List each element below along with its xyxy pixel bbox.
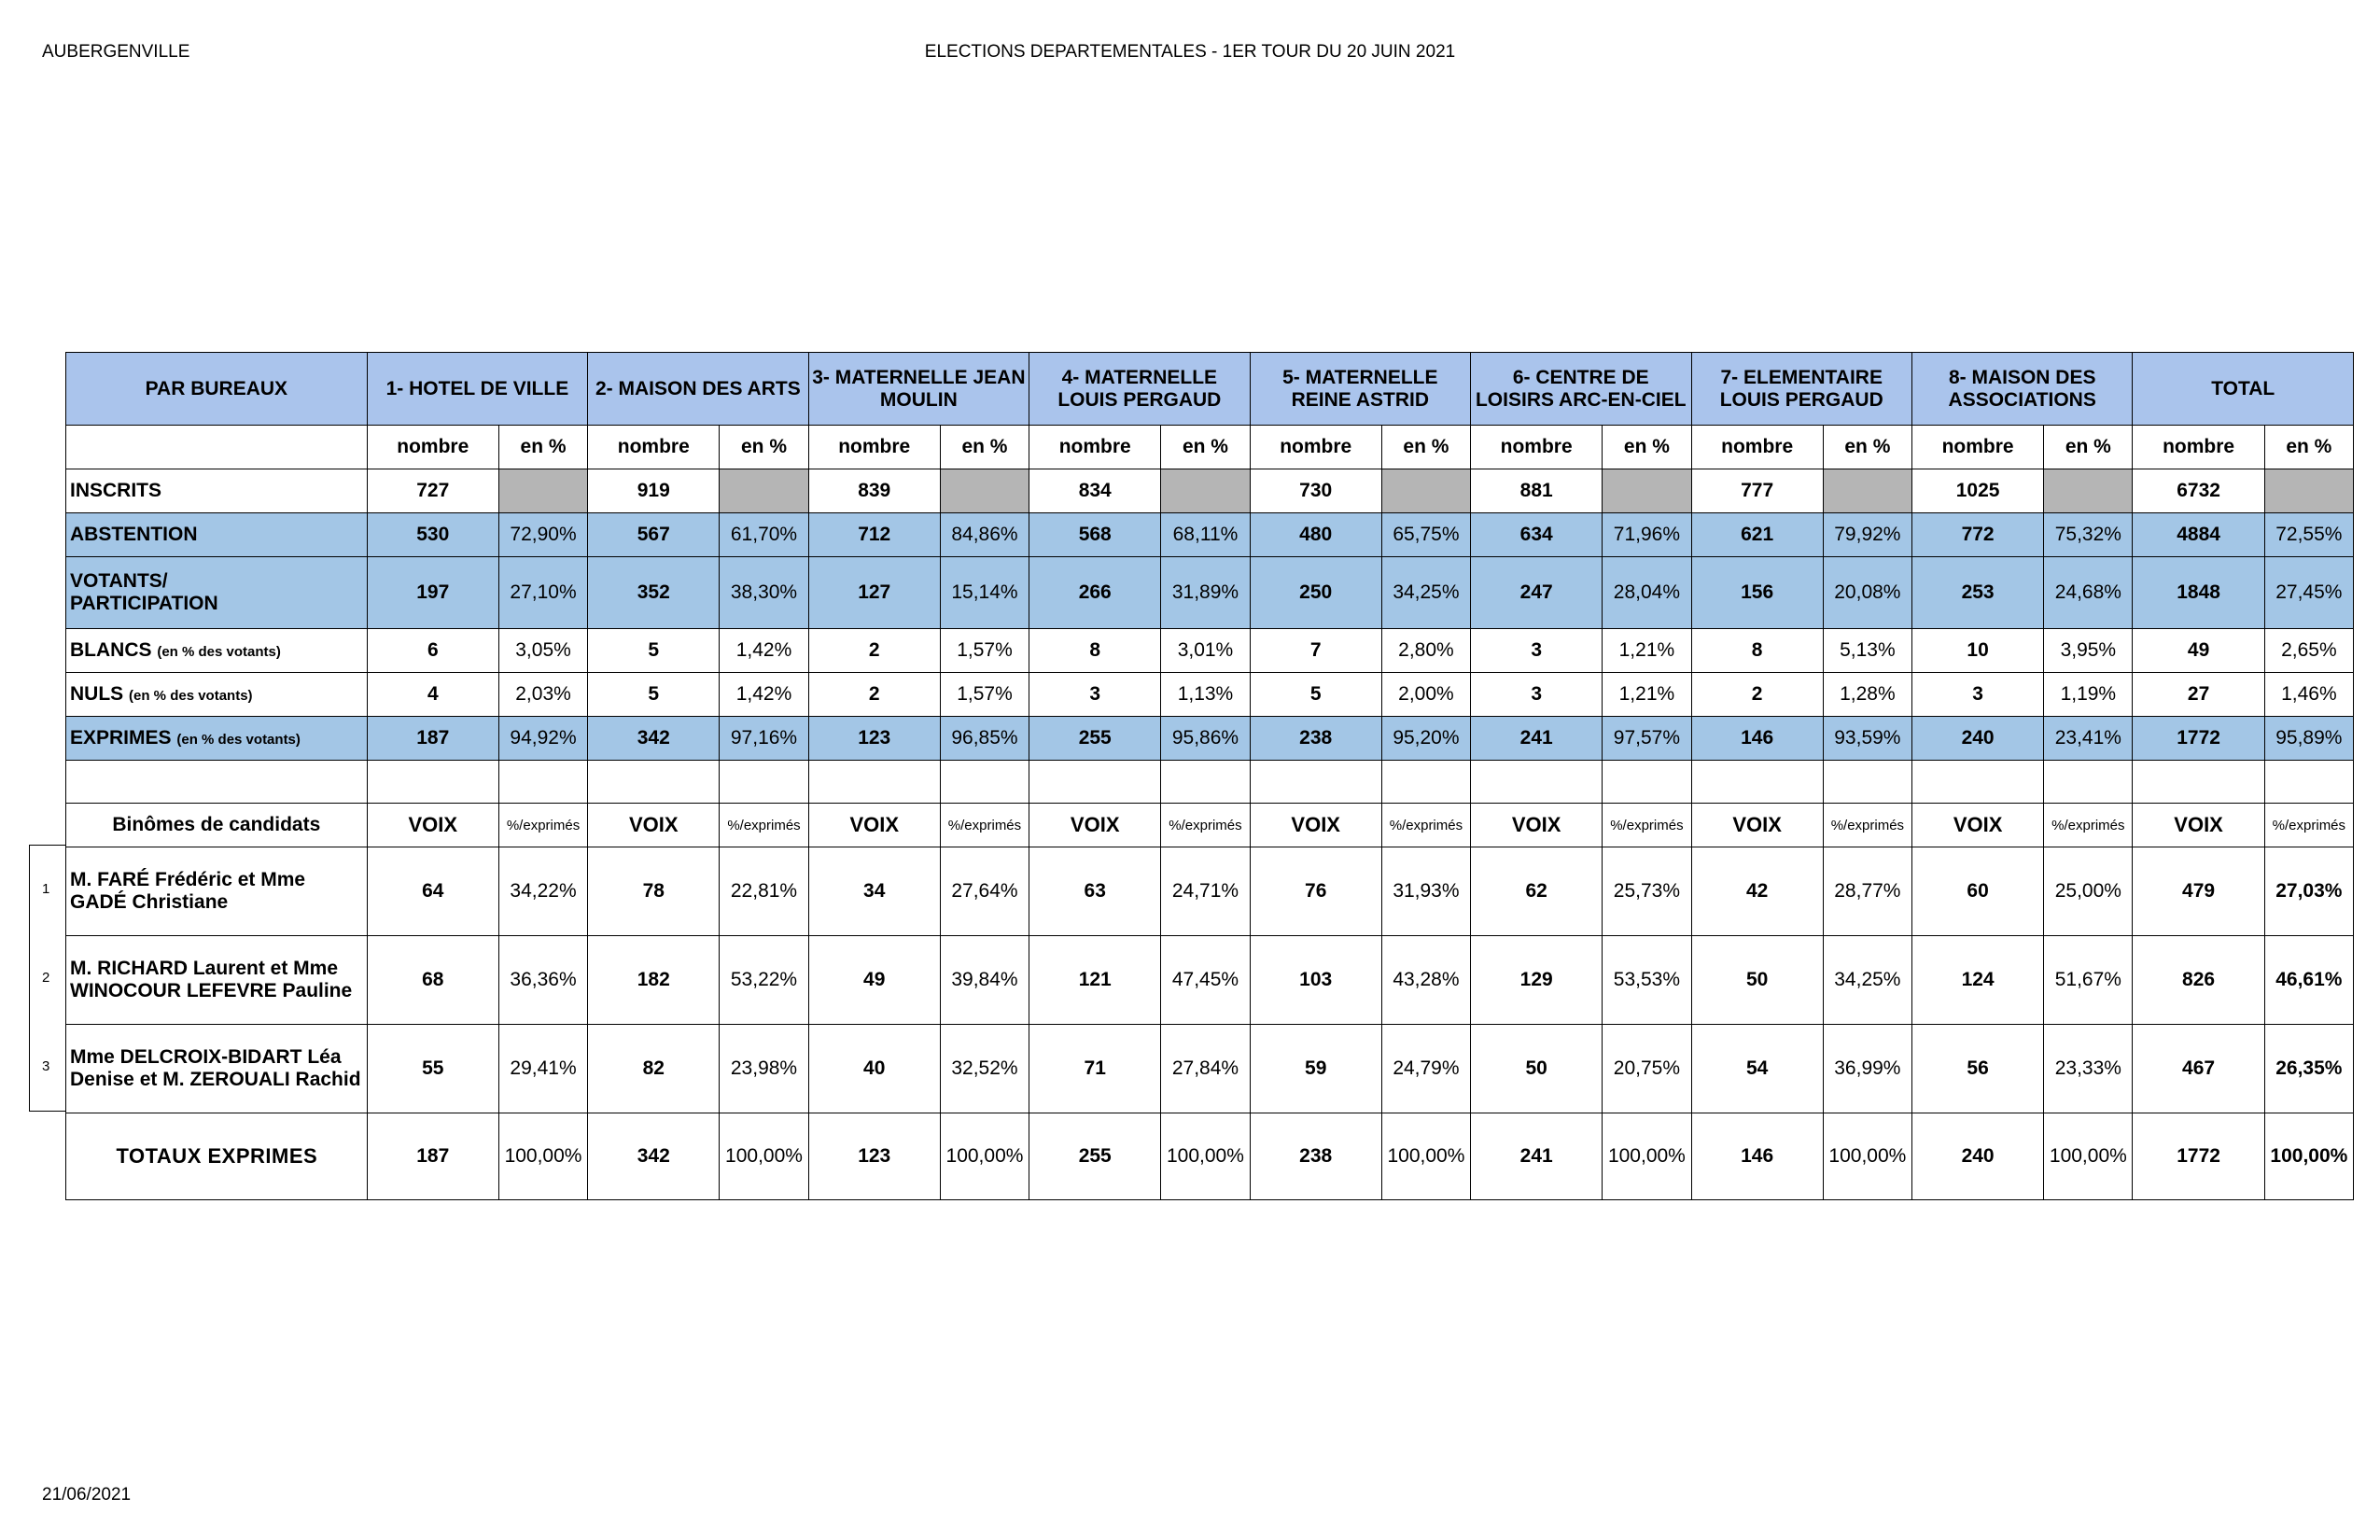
pct-cell: 72,55% (2264, 513, 2353, 557)
count-cell: 3 (1471, 629, 1603, 673)
count-cell: 197 (367, 557, 498, 629)
voix-cell: 64 (367, 847, 498, 936)
row-label: INSCRITS (66, 469, 368, 513)
pct-cell: 27,10% (498, 557, 587, 629)
count-cell: 839 (808, 469, 940, 513)
voix-cell: 55 (367, 1025, 498, 1113)
empty-cell (2133, 761, 2264, 804)
voix-cell: 479 (2133, 847, 2264, 936)
pct-cell: 1,28% (1823, 673, 1911, 717)
pct-header: en % (2044, 426, 2133, 469)
count-cell: 2 (808, 673, 940, 717)
corner-label: PAR BUREAUX (66, 353, 368, 426)
pct-cell: 100,00% (1161, 1113, 1250, 1200)
empty-cell (367, 761, 498, 804)
pct-header: en % (1381, 426, 1470, 469)
pct-cell: 61,70% (720, 513, 808, 557)
count-cell: 4 (367, 673, 498, 717)
totals-label: TOTAUX EXPRIMES (66, 1113, 368, 1200)
voix-cell: 238 (1250, 1113, 1381, 1200)
pct-cell: 24,79% (1381, 1025, 1470, 1113)
count-header: nombre (1471, 426, 1603, 469)
voix-cell: 1772 (2133, 1113, 2264, 1200)
pct-cell: 31,89% (1161, 557, 1250, 629)
voix-cell: 342 (588, 1113, 720, 1200)
empty-cell (808, 761, 940, 804)
row-exprimes (66, 717, 2354, 761)
pct-header: en % (1603, 426, 1691, 469)
pct-cell: 46,61% (2264, 936, 2353, 1025)
count-cell: 730 (1250, 469, 1381, 513)
count-cell: 5 (1250, 673, 1381, 717)
pct-header: en % (1823, 426, 1911, 469)
voix-header: VOIX (367, 804, 498, 847)
bureau-header: 2- MAISON DES ARTS (588, 353, 808, 426)
pct-cell: 53,53% (1603, 936, 1691, 1025)
pct-cell: 1,21% (1603, 629, 1691, 673)
gray-cell (940, 469, 1029, 513)
count-cell: 3 (1911, 673, 2043, 717)
candidate-name: M. FARÉ Frédéric et Mme GADÉ Christiane (66, 847, 368, 936)
empty-cell (1029, 761, 1161, 804)
voix-cell: 62 (1471, 847, 1603, 936)
count-cell: 240 (1911, 717, 2043, 761)
pct-cell: 20,75% (1603, 1025, 1691, 1113)
voix-header: VOIX (808, 804, 940, 847)
empty-cell (66, 761, 368, 804)
row-label-line: VOTANTS/ (70, 570, 168, 592)
pct-cell: 2,03% (498, 673, 587, 717)
row-label-text: NULS (70, 683, 124, 705)
pct-cell: 53,22% (720, 936, 808, 1025)
empty-cell (498, 761, 587, 804)
voix-cell: 129 (1471, 936, 1603, 1025)
empty-cell (66, 426, 368, 469)
voix-cell: 68 (367, 936, 498, 1025)
pct-cell: 95,86% (1161, 717, 1250, 761)
pct-cell: 47,45% (1161, 936, 1250, 1025)
empty-cell (1471, 761, 1603, 804)
count-header: nombre (1250, 426, 1381, 469)
count-cell: 5 (588, 629, 720, 673)
pct-cell: 43,28% (1381, 936, 1470, 1025)
count-cell: 8 (1029, 629, 1161, 673)
bureau-header-row (66, 353, 2354, 426)
gray-cell (1823, 469, 1911, 513)
count-header: nombre (808, 426, 940, 469)
voix-cell: 76 (1250, 847, 1381, 936)
voix-cell: 63 (1029, 847, 1161, 936)
pct-cell: 5,13% (1823, 629, 1911, 673)
candidate-name: Mme DELCROIX-BIDART Léa Denise et M. ZEROUALI Rachid (66, 1025, 368, 1113)
pct-exprimes-header: %/exprimés (1603, 804, 1691, 847)
voix-cell: 78 (588, 847, 720, 936)
pct-cell: 28,77% (1823, 847, 1911, 936)
pct-cell: 26,35% (2264, 1025, 2353, 1113)
row-nuls (66, 673, 2354, 717)
pct-cell: 23,41% (2044, 717, 2133, 761)
pct-cell: 100,00% (1823, 1113, 1911, 1200)
voix-cell: 123 (808, 1113, 940, 1200)
document-title: ELECTIONS DEPARTEMENTALES - 1ER TOUR DU 20 JUIN 2021 (924, 42, 1456, 62)
count-cell: 1848 (2133, 557, 2264, 629)
count-cell: 634 (1471, 513, 1603, 557)
voix-header: VOIX (1691, 804, 1823, 847)
pct-cell: 31,93% (1381, 847, 1470, 936)
pct-cell: 38,30% (720, 557, 808, 629)
pct-exprimes-header: %/exprimés (940, 804, 1029, 847)
row-label-text: BLANCS (70, 639, 152, 661)
row-label (66, 557, 368, 629)
pct-cell: 75,32% (2044, 513, 2133, 557)
count-header: nombre (2133, 426, 2264, 469)
count-cell: 1772 (2133, 717, 2264, 761)
voix-cell: 59 (1250, 1025, 1381, 1113)
empty-cell (720, 761, 808, 804)
sub-header-row (66, 426, 2354, 469)
count-cell: 777 (1691, 469, 1823, 513)
pct-cell: 34,22% (498, 847, 587, 936)
count-cell: 49 (2133, 629, 2264, 673)
voix-cell: 50 (1691, 936, 1823, 1025)
count-cell: 247 (1471, 557, 1603, 629)
bureau-header: TOTAL (2133, 353, 2354, 426)
pct-cell: 2,00% (1381, 673, 1470, 717)
count-cell: 266 (1029, 557, 1161, 629)
row-label (66, 629, 368, 673)
bureau-header: 3- MATERNELLE JEAN MOULIN (808, 353, 1029, 426)
pct-cell: 22,81% (720, 847, 808, 936)
pct-cell: 28,04% (1603, 557, 1691, 629)
voix-cell: 826 (2133, 936, 2264, 1025)
voix-cell: 255 (1029, 1113, 1161, 1200)
voix-header: VOIX (1250, 804, 1381, 847)
row-label-note: (en % des votants) (157, 644, 281, 660)
pct-cell: 100,00% (940, 1113, 1029, 1200)
voix-cell: 182 (588, 936, 720, 1025)
pct-exprimes-header: %/exprimés (1161, 804, 1250, 847)
count-cell: 10 (1911, 629, 2043, 673)
pct-cell: 39,84% (940, 936, 1029, 1025)
pct-cell: 2,80% (1381, 629, 1470, 673)
bureau-header: 4- MATERNELLE LOUIS PERGAUD (1029, 353, 1250, 426)
voix-header: VOIX (1471, 804, 1603, 847)
row-blancs (66, 629, 2354, 673)
pct-exprimes-header: %/exprimés (498, 804, 587, 847)
pct-cell: 15,14% (940, 557, 1029, 629)
count-cell: 250 (1250, 557, 1381, 629)
pct-cell: 96,85% (940, 717, 1029, 761)
pct-cell: 27,84% (1161, 1025, 1250, 1113)
pct-cell: 34,25% (1823, 936, 1911, 1025)
pct-exprimes-header: %/exprimés (2264, 804, 2353, 847)
pct-header: en % (940, 426, 1029, 469)
row-abstention (66, 513, 2354, 557)
totals-row (66, 1113, 2354, 1200)
count-header: nombre (1911, 426, 2043, 469)
empty-cell (1381, 761, 1470, 804)
pct-cell: 27,45% (2264, 557, 2353, 629)
row-label: ABSTENTION (66, 513, 368, 557)
voix-header: VOIX (588, 804, 720, 847)
count-header: nombre (1029, 426, 1161, 469)
bureau-header: 7- ELEMENTAIRE LOUIS PERGAUD (1691, 353, 1911, 426)
voix-cell: 50 (1471, 1025, 1603, 1113)
pct-cell: 100,00% (2044, 1113, 2133, 1200)
footer-date: 21/06/2021 (42, 1485, 132, 1505)
pct-cell: 72,90% (498, 513, 587, 557)
gray-cell (498, 469, 587, 513)
count-cell: 352 (588, 557, 720, 629)
count-cell: 8 (1691, 629, 1823, 673)
count-cell: 919 (588, 469, 720, 513)
empty-cell (1823, 761, 1911, 804)
count-cell: 6 (367, 629, 498, 673)
voix-cell: 54 (1691, 1025, 1823, 1113)
pct-cell: 23,33% (2044, 1025, 2133, 1113)
bureau-header: 8- MAISON DES ASSOCIATIONS (1911, 353, 2132, 426)
voix-cell: 467 (2133, 1025, 2264, 1113)
voix-cell: 82 (588, 1025, 720, 1113)
count-cell: 7 (1250, 629, 1381, 673)
candidate-row (66, 1025, 2354, 1113)
count-cell: 127 (808, 557, 940, 629)
row-label-note: (en % des votants) (129, 688, 253, 704)
count-header: nombre (588, 426, 720, 469)
pct-cell: 29,41% (498, 1025, 587, 1113)
voix-header: VOIX (1911, 804, 2043, 847)
count-cell: 241 (1471, 717, 1603, 761)
voix-cell: 71 (1029, 1025, 1161, 1113)
candidate-name: M. RICHARD Laurent et Mme WINOCOUR LEFEVRE Pauline (66, 936, 368, 1025)
row-spacer (66, 761, 2354, 804)
municipality-name: AUBERGENVILLE (42, 42, 190, 62)
pct-cell: 3,95% (2044, 629, 2133, 673)
pct-cell: 1,57% (940, 673, 1029, 717)
pct-cell: 71,96% (1603, 513, 1691, 557)
count-cell: 712 (808, 513, 940, 557)
pct-cell: 100,00% (1381, 1113, 1470, 1200)
voix-cell: 124 (1911, 936, 2043, 1025)
pct-cell: 94,92% (498, 717, 587, 761)
empty-cell (2044, 761, 2133, 804)
count-header: nombre (367, 426, 498, 469)
voix-cell: 60 (1911, 847, 2043, 936)
count-cell: 255 (1029, 717, 1161, 761)
voix-cell: 42 (1691, 847, 1823, 936)
results-table (65, 352, 2354, 1200)
row-votants (66, 557, 2354, 629)
pct-cell: 100,00% (498, 1113, 587, 1200)
count-cell: 123 (808, 717, 940, 761)
candidates-header-label: Binômes de candidats (66, 804, 368, 847)
gray-cell (2044, 469, 2133, 513)
pct-cell: 93,59% (1823, 717, 1911, 761)
pct-cell: 27,64% (940, 847, 1029, 936)
pct-cell: 23,98% (720, 1025, 808, 1113)
voix-cell: 121 (1029, 936, 1161, 1025)
bureau-header: 1- HOTEL DE VILLE (367, 353, 587, 426)
pct-cell: 95,89% (2264, 717, 2353, 761)
voix-cell: 241 (1471, 1113, 1603, 1200)
pct-cell: 1,42% (720, 629, 808, 673)
count-cell: 2 (1691, 673, 1823, 717)
pct-cell: 1,21% (1603, 673, 1691, 717)
pct-cell: 1,19% (2044, 673, 2133, 717)
count-cell: 530 (367, 513, 498, 557)
pct-exprimes-header: %/exprimés (720, 804, 808, 847)
row-inscrits (66, 469, 2354, 513)
gray-cell (1161, 469, 1250, 513)
pct-cell: 1,13% (1161, 673, 1250, 717)
empty-cell (1603, 761, 1691, 804)
pct-cell: 84,86% (940, 513, 1029, 557)
candidate-row (66, 847, 2354, 936)
pct-cell: 36,36% (498, 936, 587, 1025)
gray-cell (1381, 469, 1470, 513)
count-cell: 881 (1471, 469, 1603, 513)
pct-exprimes-header: %/exprimés (1823, 804, 1911, 847)
pct-cell: 20,08% (1823, 557, 1911, 629)
pct-cell: 24,71% (1161, 847, 1250, 936)
pct-cell: 97,16% (720, 717, 808, 761)
candidates-header-row (66, 804, 2354, 847)
voix-cell: 103 (1250, 936, 1381, 1025)
gray-cell (1603, 469, 1691, 513)
count-cell: 5 (588, 673, 720, 717)
pct-cell: 1,46% (2264, 673, 2353, 717)
count-cell: 3 (1029, 673, 1161, 717)
voix-cell: 49 (808, 936, 940, 1025)
candidate-number: 2 (42, 970, 50, 986)
pct-cell: 27,03% (2264, 847, 2353, 936)
count-cell: 834 (1029, 469, 1161, 513)
count-cell: 342 (588, 717, 720, 761)
empty-cell (1911, 761, 2043, 804)
count-cell: 480 (1250, 513, 1381, 557)
pct-cell: 100,00% (720, 1113, 808, 1200)
voix-cell: 187 (367, 1113, 498, 1200)
candidate-number: 3 (42, 1058, 50, 1074)
voix-header: VOIX (1029, 804, 1161, 847)
voix-cell: 34 (808, 847, 940, 936)
bureau-header: 6- CENTRE DE LOISIRS ARC-EN-CIEL (1471, 353, 1691, 426)
count-cell: 238 (1250, 717, 1381, 761)
empty-cell (1250, 761, 1381, 804)
count-cell: 568 (1029, 513, 1161, 557)
count-cell: 253 (1911, 557, 2043, 629)
pct-cell: 32,52% (940, 1025, 1029, 1113)
pct-cell: 36,99% (1823, 1025, 1911, 1113)
pct-exprimes-header: %/exprimés (1381, 804, 1470, 847)
gray-cell (720, 469, 808, 513)
count-cell: 4884 (2133, 513, 2264, 557)
count-cell: 3 (1471, 673, 1603, 717)
empty-cell (588, 761, 720, 804)
pct-cell: 1,42% (720, 673, 808, 717)
pct-cell: 100,00% (1603, 1113, 1691, 1200)
row-label-text: EXPRIMES (70, 727, 172, 749)
pct-cell: 51,67% (2044, 936, 2133, 1025)
voix-cell: 240 (1911, 1113, 2043, 1200)
pct-exprimes-header: %/exprimés (2044, 804, 2133, 847)
count-cell: 6732 (2133, 469, 2264, 513)
voix-header: VOIX (2133, 804, 2264, 847)
empty-cell (2264, 761, 2353, 804)
pct-header: en % (720, 426, 808, 469)
pct-header: en % (1161, 426, 1250, 469)
count-cell: 2 (808, 629, 940, 673)
pct-cell: 1,57% (940, 629, 1029, 673)
voix-cell: 56 (1911, 1025, 2043, 1113)
count-header: nombre (1691, 426, 1823, 469)
row-label (66, 717, 368, 761)
pct-cell: 2,65% (2264, 629, 2353, 673)
count-cell: 27 (2133, 673, 2264, 717)
row-label (66, 673, 368, 717)
pct-cell: 65,75% (1381, 513, 1470, 557)
voix-cell: 146 (1691, 1113, 1823, 1200)
pct-header: en % (498, 426, 587, 469)
count-cell: 187 (367, 717, 498, 761)
pct-cell: 3,05% (498, 629, 587, 673)
pct-cell: 24,68% (2044, 557, 2133, 629)
pct-cell: 25,00% (2044, 847, 2133, 936)
bureau-header: 5- MATERNELLE REINE ASTRID (1250, 353, 1470, 426)
candidate-row (66, 936, 2354, 1025)
row-label-note: (en % des votants) (176, 732, 301, 748)
empty-cell (1691, 761, 1823, 804)
voix-cell: 40 (808, 1025, 940, 1113)
pct-cell: 25,73% (1603, 847, 1691, 936)
pct-cell: 95,20% (1381, 717, 1470, 761)
gray-cell (2264, 469, 2353, 513)
count-cell: 567 (588, 513, 720, 557)
count-cell: 772 (1911, 513, 2043, 557)
count-cell: 156 (1691, 557, 1823, 629)
count-cell: 1025 (1911, 469, 2043, 513)
pct-cell: 3,01% (1161, 629, 1250, 673)
pct-cell: 97,57% (1603, 717, 1691, 761)
pct-cell: 100,00% (2264, 1113, 2353, 1200)
row-label-line: PARTICIPATION (70, 593, 218, 614)
count-cell: 146 (1691, 717, 1823, 761)
pct-cell: 79,92% (1823, 513, 1911, 557)
pct-header: en % (2264, 426, 2353, 469)
empty-cell (940, 761, 1029, 804)
empty-cell (1161, 761, 1250, 804)
candidate-number: 1 (42, 881, 50, 897)
pct-cell: 68,11% (1161, 513, 1250, 557)
count-cell: 621 (1691, 513, 1823, 557)
count-cell: 727 (367, 469, 498, 513)
pct-cell: 34,25% (1381, 557, 1470, 629)
